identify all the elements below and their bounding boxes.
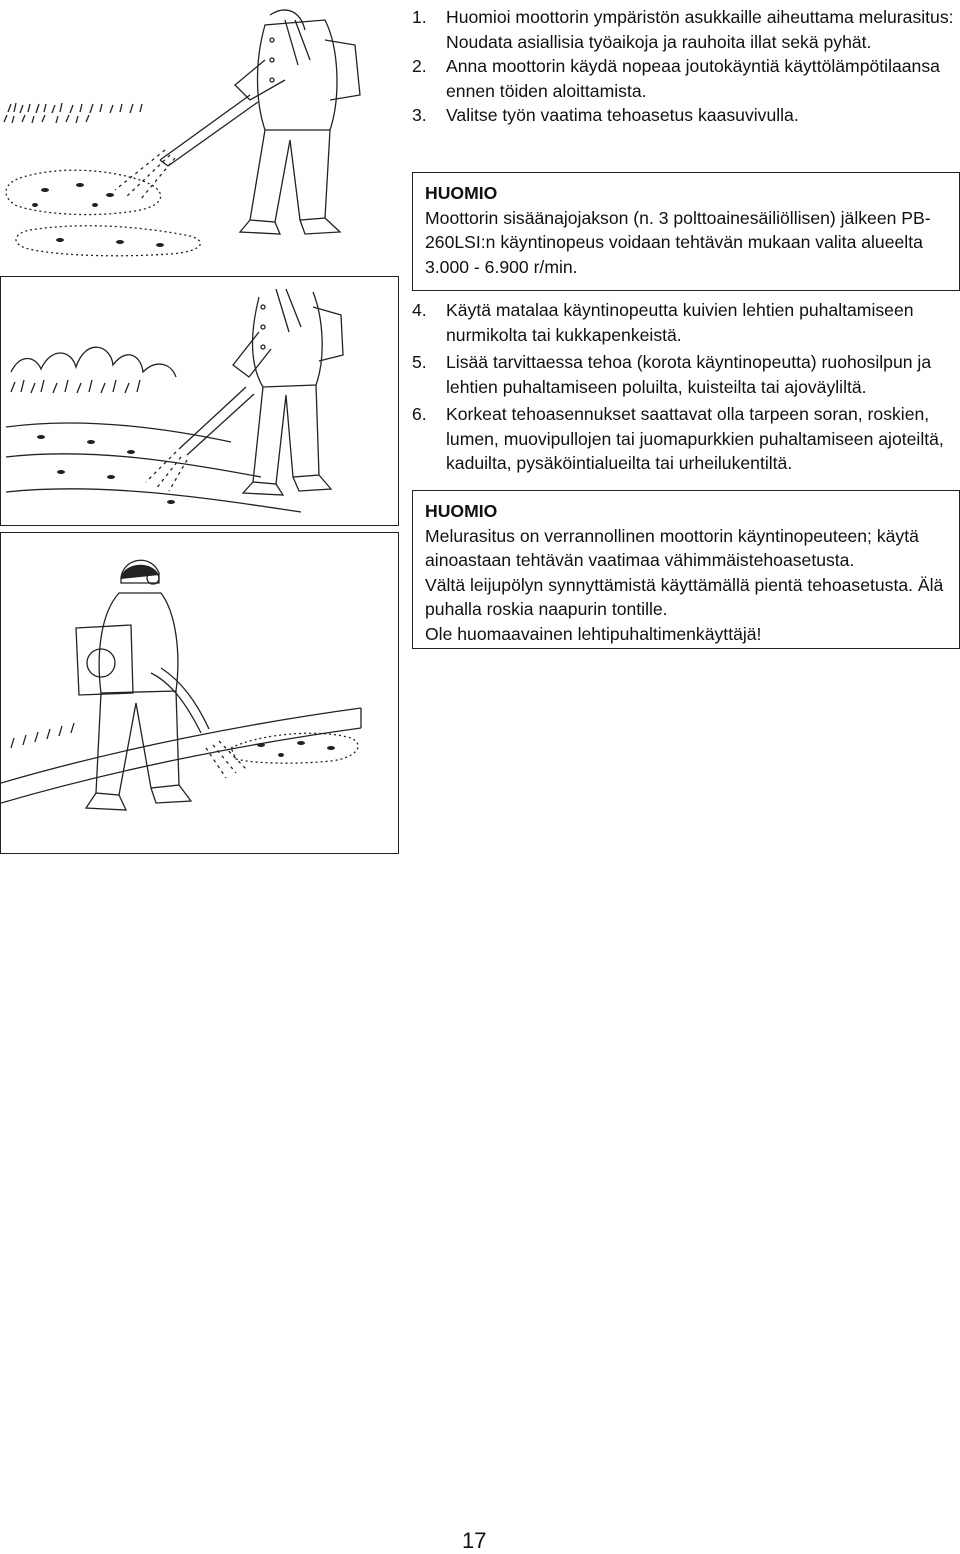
step-number: 6. bbox=[412, 404, 427, 424]
list-item bbox=[412, 298, 957, 347]
illustration-leaf-blowing-flowerbed bbox=[0, 276, 399, 526]
page-number: 17 bbox=[462, 1528, 487, 1553]
notice-text: Moottorin sisäänajojakson (n. 3 polttoainesäiliöllisen) jälkeen PB-260LSI:n käyntinopeus voidaan tehtävän mukaan valita alueelta 3.000 - 6.900 r/min. bbox=[425, 207, 931, 277]
step-number: 5. bbox=[412, 352, 427, 372]
step-number: 1. bbox=[412, 7, 427, 27]
list-item bbox=[412, 350, 957, 399]
step-text: Korkeat tehoasennukset saattavat olla tarpeen soran, roskien, lumen, muovipullojen tai juomapurkkien puhaltamiseen ajoteiltä, kaduilta, pysäköintialueilta tai urheilukentiltä. bbox=[446, 404, 944, 473]
notice-heading: HUOMIO bbox=[425, 183, 498, 203]
step-text: Valitse työn vaatima tehoasetus kaasuvivulla. bbox=[446, 105, 799, 125]
list-item bbox=[412, 5, 957, 54]
illustration-backpack-blower-sidewalk bbox=[0, 532, 399, 854]
step-text: Käytä matalaa käyntinopeutta kuivien lehtien puhaltamiseen nurmikolta tai kukkapenkeistä. bbox=[446, 300, 914, 345]
step-text: Huomioi moottorin ympäristön asukkaille aiheuttama melurasitus: Noudata asiallisia työaikoja ja rauhoita illat sekä pyhät. bbox=[446, 7, 954, 52]
steps-list-bottom bbox=[412, 298, 957, 479]
notice-line: Vältä leijupölyn synnyttämistä käyttämällä pientä tehoasetusta. Älä puhalla roskia naapurin tontille. bbox=[425, 574, 944, 619]
list-item bbox=[412, 54, 957, 103]
step-text: Anna moottorin käydä nopeaa joutokäyntiä käyttölämpötilaansa ennen töiden aloittamista. bbox=[446, 56, 940, 101]
notice-heading: HUOMIO bbox=[425, 501, 498, 521]
step-number: 2. bbox=[412, 56, 427, 76]
steps-list-top bbox=[412, 5, 957, 128]
notice-line: Melurasitus on verrannollinen moottorin käyntinopeuteen; käytä ainoastaan tehtävän vaatimaa vähimmäistehoasetusta. bbox=[425, 525, 919, 570]
step-text: Lisää tarvittaessa tehoa (korota käyntinopeutta) ruohosilpun ja lehtien puhaltamiseen poluilta, kuisteilta tai ajoväyliltä. bbox=[446, 352, 932, 397]
step-number: 3. bbox=[412, 105, 427, 125]
notice-box-break-in bbox=[412, 172, 960, 291]
list-item bbox=[412, 402, 957, 476]
notice-box-noise bbox=[412, 490, 960, 649]
illustration-leaf-blowing-lawn bbox=[0, 0, 400, 268]
list-item bbox=[412, 103, 957, 128]
notice-line: Ole huomaavainen lehtipuhaltimenkäyttäjä! bbox=[425, 623, 762, 644]
step-number: 4. bbox=[412, 300, 427, 320]
